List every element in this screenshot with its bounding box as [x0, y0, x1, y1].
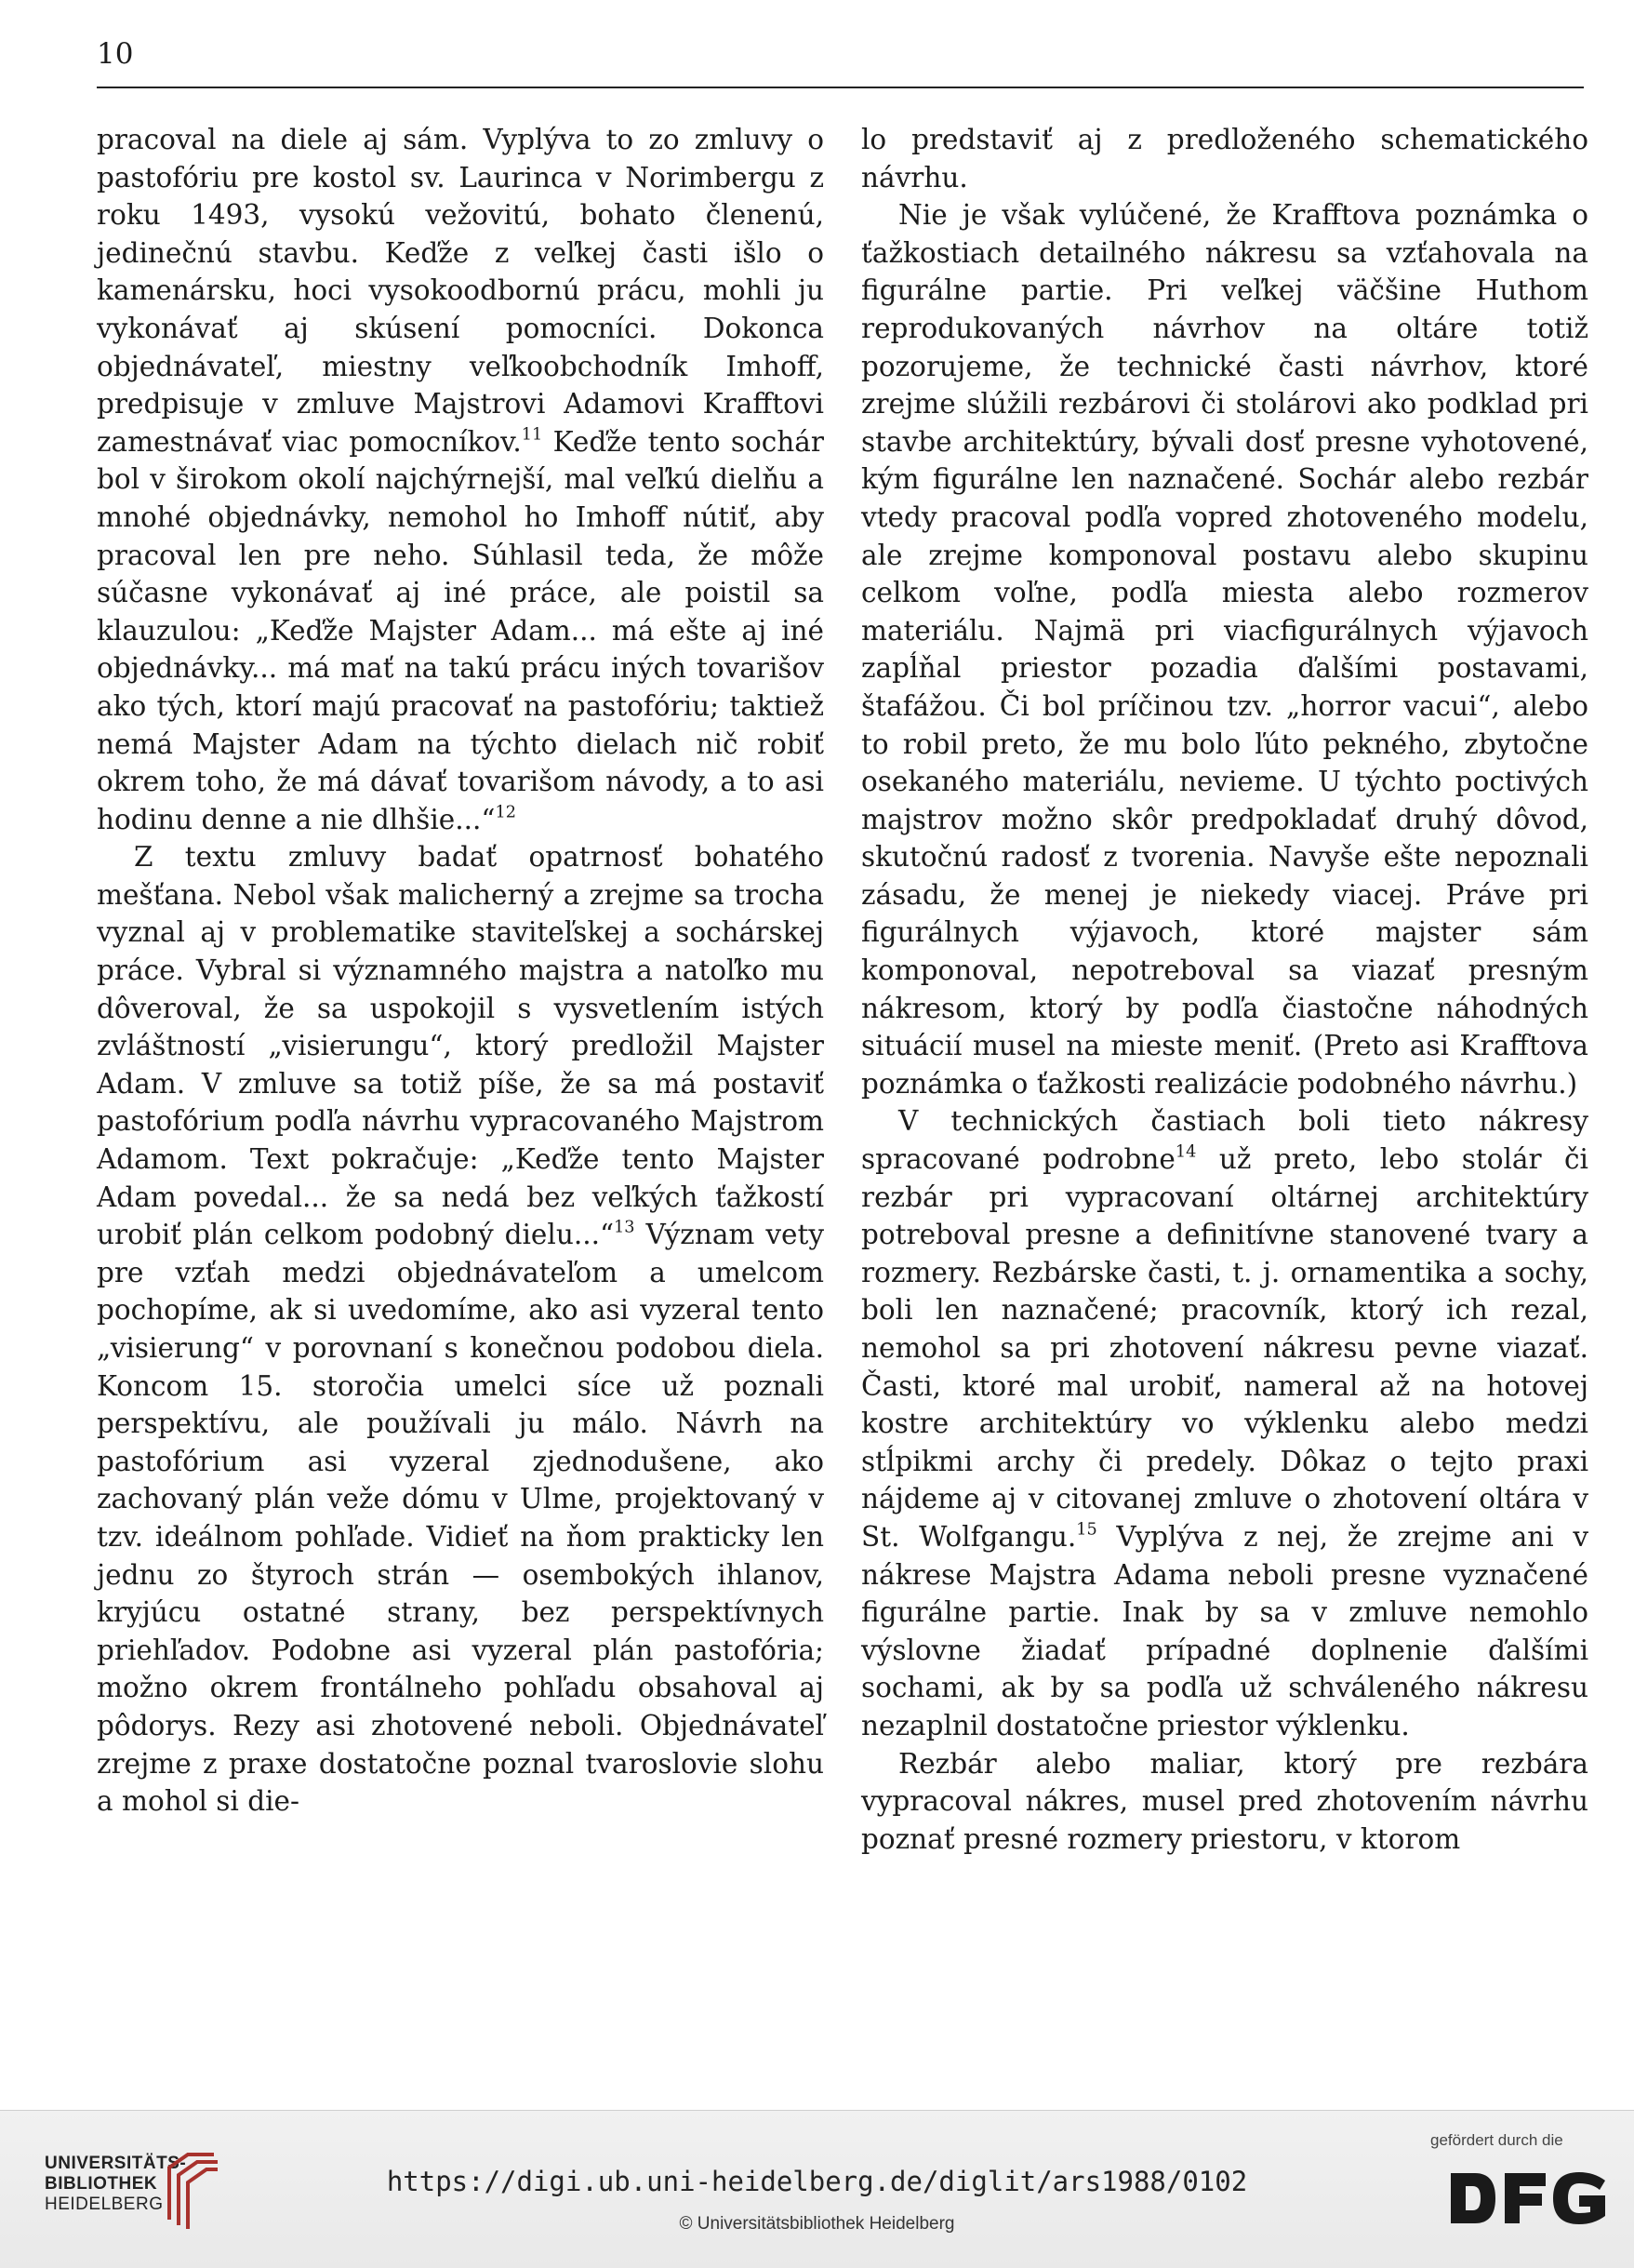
right-text-column — [861, 121, 1588, 1858]
right-text-run: Vyplýva z nej, že zrejme ani v nákrese Majstra Adama neboli presne vyznačené figurálne partie. Inak by sa v zmluve nemohlo výslovne žiadať prípadné doplnenie ďalšími sochami, ak by sa podľa už schváleného nákresu nezaplnil dostatočne priestor výklenku. — [861, 1520, 1589, 1741]
permalink-url[interactable]: https://digi.ub.uni-heidelberg.de/diglit/ars1988/0102 — [386, 2166, 1248, 2197]
right-text-run: V technických častiach boli tieto nákresy spracované podrobne — [861, 1105, 1588, 1176]
library-name-line-1: UNIVERSITÄTS- — [45, 2154, 187, 2173]
right-paragraph-1 — [861, 121, 1588, 196]
page-number: 10 — [97, 37, 134, 71]
right-text-run: Rezbár alebo maliar, ktorý pre rezbára vypracoval nákres, musel pred zhotovením návrhu poznať presné rozmery priestoru, v ktorom — [861, 1747, 1588, 1855]
right-text-run: už preto, lebo stolár či rezbár pri vypracovaní oltárnej architektúry potreboval presne a definitívne stanovené tvary a rozmery. Rezbárske časti, t. j. ornamentika a sochy, boli len naznačené; pracovník, ktorý ich rezal, nemohol sa pri zhotovení nákresu pevne viazať. Časti, ktoré mal urobiť, nameral až na hotovej kostre architektúry vo výklenku alebo medzi stĺpikmi archy či predely. Dôkaz o tejto praxi nájdeme aj v citovanej zmluve o zhotovení oltára v St. Wolfgangu. — [861, 1143, 1588, 1553]
left-text-run: Keďže tento sochár bol v širokom okolí najchýrnejší, mal veľkú dielňu a mnohé objednávky, nemohol ho Imhoff nútiť, aby pracoval len pre neho. Súhlasil teda, že môže súčasne vykonávať aj iné práce, ale poistil sa klauzulou: „Keďže Majster Adam... má ešte aj iné objednávky... má mať na takú prácu iných tovarišov ako tých, ktorí majú pracovať na pastofóriu; taktiež nemá Majster Adam na týchto dielach nič robiť okrem toho, že má dávať tovarišom návody, a to asi hodinu denne a nie dlhšie...“ — [97, 425, 824, 835]
right-text-run: Nie je však vylúčené, že Krafftova poznámka o ťažkostiach detailného nákresu sa vzťahovala na figurálne partie. Pri veľkej väčšine Huthom reprodukovaných návrhov na oltáre totiž pozorujeme, že technické časti návrhov, ktoré zrejme slúžili rezbárovi či stolárovi ako podklad pri stavbe architektúry, bývali dosť presne vyhotovené, kým figurálne len naznačené. Sochár alebo rezbár vtedy pracoval podľa vopred zhotoveného modelu, ale zrejme komponoval postavu alebo skupinu celkom voľne, podľa miesta alebo rozmerov materiálu. Najmä pri viacfigurálnych výjavoch zapĺňal priestor pozadia ďalšími postavami, štafážou. Či bol príčinou tzv. „horror vacui“, alebo to robil preto, že mu bolo ľúto pekného, zbytočne osekaného materiálu, nevieme. U týchto poctivých majstrov možno skôr predpokladať druhý dôvod, skutočnú radosť z tvorenia. Navyše ešte nepoznali zásadu, že menej je niekedy viacej. Práve pri figurálnych výjavoch, ktoré majster sám komponoval, nepotreboval sa viazať presným nákresom, ktorý by podľa čiastočne náhodných situácií musel na mieste meniť. (Preto asi Krafftova poznámka o ťažkosti realizácie podobného návrhu.) — [861, 199, 1588, 1100]
footnote-ref-11[interactable]: 11 — [521, 425, 543, 445]
left-text-column — [97, 121, 824, 1821]
right-paragraph-3 — [861, 1102, 1588, 1744]
header-rule — [97, 87, 1584, 88]
left-text-run: Z textu zmluvy badať opatrnosť bohatého mešťana. Nebol však malicherný a zrejme sa trocha vyznal aj v problematike staviteľskej a sochárskej práce. Vybral si významného majstra a natoľko mu dôveroval, že sa uspokojil s vysvetlením istých zvláštností „visierungu“, ktorý predložil Majster Adam. V zmluve sa totiž píše, že sa má postaviť pastofórium podľa návrhu vypracovaného Majstrom Adamom. Text pokračuje: „Keďže tento Majster Adam povedal... že sa nedá bez veľkých ťažkostí urobiť plán celkom podobný dielu...“ — [97, 841, 824, 1251]
library-name-line-3: HEIDELBERG — [45, 2195, 164, 2214]
left-paragraph-2 — [97, 838, 824, 1820]
dfg-logo-icon[interactable] — [1447, 2169, 1611, 2227]
left-text-run: pracoval na diele aj sám. Vyplýva to zo zmluvy o pastofóriu pre kostol sv. Laurinca v Norimbergu z roku 1493, vysokú vežovitú, bohato členenú, jedinečnú stavbu. Keďže z veľkej časti išlo o kamenársku, hoci vysokoodbornú prácu, mohli ju vykonávať aj skúsení pomocníci. Dokonca objednávateľ, miestny veľkoobchodník Imhoff, predpisuje v zmluve Majstrovi Adamovi Krafftovi zamestnávať viac pomocníkov. — [97, 124, 824, 458]
library-name-line-2: BIBLIOTHEK — [45, 2174, 158, 2194]
copyright-notice: © Universitätsbibliothek Heidelberg — [679, 2214, 955, 2234]
left-paragraph-1 — [97, 121, 824, 838]
footnote-ref-13[interactable]: 13 — [614, 1218, 635, 1237]
right-paragraph-2 — [861, 196, 1588, 1102]
right-paragraph-4 — [861, 1745, 1588, 1859]
right-text-run: lo predstaviť aj z predloženého schematického návrhu. — [861, 124, 1588, 193]
funding-caption: gefördert durch die — [1430, 2131, 1563, 2149]
left-text-run: Význam vety pre vzťah medzi objednávateľom a umelcom pochopíme, ak si uvedomíme, ako asi vyzeral tento „visierung“ v porovnaní s konečnou podobou diela. Koncom 15. storočia umelci síce už poznali perspektívu, ale používali ju málo. Návrh na pastofórium asi vyzeral zjednodušene, ako zachovaný plán veže dómu v Ulme, projektovaný v tzv. ideálnom pohľade. Vidieť na ňom prakticky len jednu zo štyroch strán — osembokých ihlanov, kryjúcu ostatné strany, bez perspektívnych priehľadov. Podobne asi vyzeral plán pastofória; možno okrem frontálneho pohľadu obsahoval aj pôdorys. Rezy asi zhotovené neboli. Objednávateľ zrejme z praxe dostatočne poznal tvaroslovie slohu a mohol si die- — [97, 1219, 824, 1818]
footer-divider — [0, 2110, 1634, 2111]
viewer-footer — [0, 2110, 1634, 2268]
footnote-ref-12[interactable]: 12 — [495, 803, 516, 822]
footnote-ref-14[interactable]: 14 — [1175, 1142, 1197, 1162]
footnote-ref-15[interactable]: 15 — [1076, 1520, 1097, 1540]
